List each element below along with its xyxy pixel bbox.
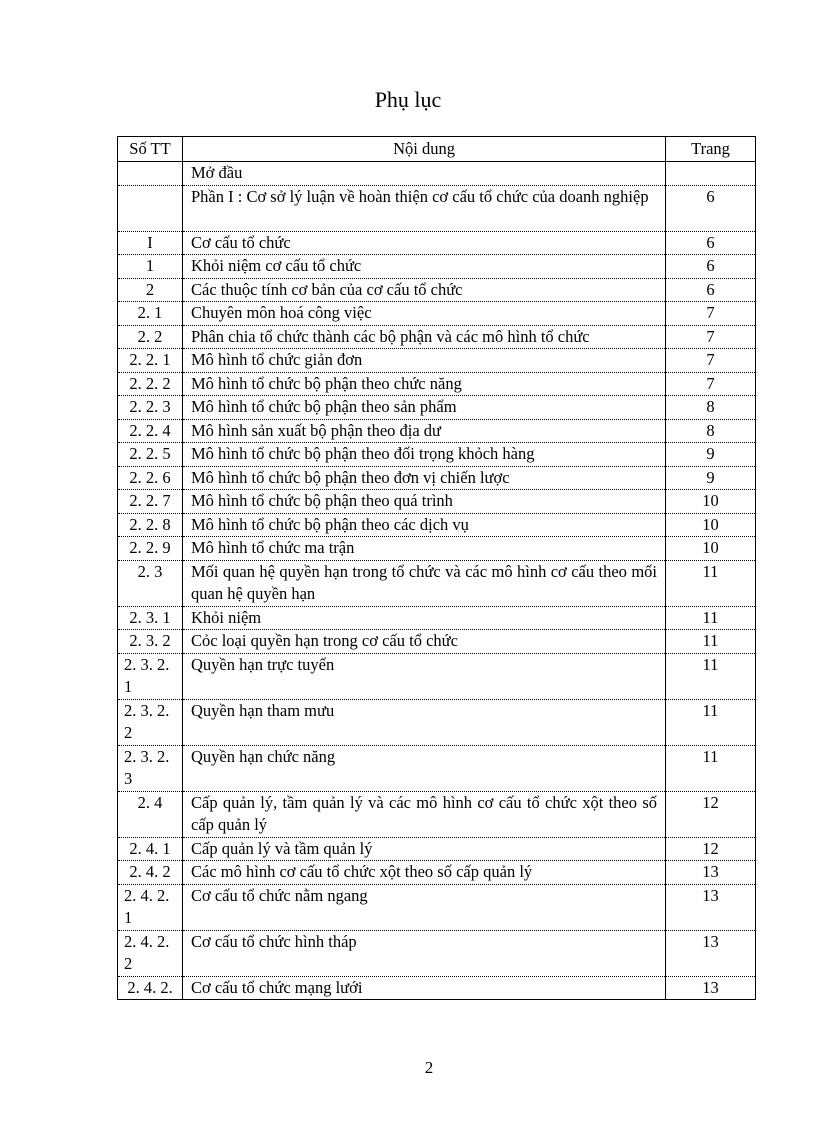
table-row — [118, 231, 756, 255]
row-number — [118, 185, 183, 231]
row-content: Cấp quản lý và tầm quản lý — [183, 837, 666, 861]
row-content: Phần I : Cơ sở lý luận về hoàn thiện cơ cấu tổ chức của doanh nghiệp — [183, 185, 666, 231]
row-content: Các thuộc tính cơ bản của cơ cấu tổ chức — [183, 278, 666, 302]
row-page: 11 — [666, 606, 756, 630]
table-row — [118, 930, 756, 976]
table-row — [118, 325, 756, 349]
row-page: 7 — [666, 302, 756, 326]
row-content: Khỏi niệm — [183, 606, 666, 630]
row-number: 2. 2. 5 — [118, 443, 183, 467]
row-page: 6 — [666, 278, 756, 302]
row-content: Mô hình tổ chức bộ phận theo đối trọng khỏch hàng — [183, 443, 666, 467]
row-content: Mô hình tổ chức bộ phận theo đơn vị chiến lược — [183, 466, 666, 490]
table-row — [118, 861, 756, 885]
row-page: 9 — [666, 443, 756, 467]
table-row — [118, 699, 756, 745]
table-row — [118, 884, 756, 930]
row-content: Quyền hạn chức năng — [183, 745, 666, 791]
table-of-contents — [117, 136, 756, 1000]
page-number: 2 — [424, 1058, 434, 1077]
row-number: 2. 4. 2 — [118, 861, 183, 885]
table-row — [118, 419, 756, 443]
header-page: Trang — [666, 137, 756, 162]
table-row — [118, 372, 756, 396]
row-number: 2. 4. 2. — [118, 976, 183, 1000]
row-content: Cỏc loại quyền hạn trong cơ cấu tổ chức — [183, 630, 666, 654]
row-content: Cơ cấu tổ chức — [183, 231, 666, 255]
table-row — [118, 653, 756, 699]
row-number: 2. 2. 2 — [118, 372, 183, 396]
row-number: 2. 3. 1 — [118, 606, 183, 630]
row-page: 7 — [666, 349, 756, 373]
row-content: Phân chia tổ chức thành các bộ phận và các mô hình tổ chức — [183, 325, 666, 349]
row-number: 2. 2. 1 — [118, 349, 183, 373]
row-page: 7 — [666, 325, 756, 349]
row-page: 13 — [666, 976, 756, 1000]
row-number: 2. 2 — [118, 325, 183, 349]
row-content: Mở đầu — [183, 162, 666, 186]
row-page: 13 — [666, 930, 756, 976]
row-content: Mô hình tổ chức bộ phận theo quá trình — [183, 490, 666, 514]
row-number: 2. 2. 6 — [118, 466, 183, 490]
row-page: 11 — [666, 745, 756, 791]
row-number: 2. 1 — [118, 302, 183, 326]
row-content: Mô hình tổ chức bộ phận theo sản phẩm — [183, 396, 666, 420]
row-content: Mô hình tổ chức giản đơn — [183, 349, 666, 373]
row-content: Chuyên môn hoá công việc — [183, 302, 666, 326]
row-page: 8 — [666, 396, 756, 420]
table-row — [118, 837, 756, 861]
row-content: Cấp quản lý, tầm quản lý và các mô hình cơ cấu tổ chức xột theo số cấp quản lý — [183, 791, 666, 837]
row-page: 6 — [666, 185, 756, 231]
table-row — [118, 490, 756, 514]
table-row — [118, 791, 756, 837]
row-page: 8 — [666, 419, 756, 443]
header-stt: Số TT — [118, 137, 183, 162]
row-number: I — [118, 231, 183, 255]
table-row — [118, 185, 756, 231]
row-page: 11 — [666, 630, 756, 654]
row-content: Quyền hạn tham mưu — [183, 699, 666, 745]
table-row — [118, 537, 756, 561]
row-page: 11 — [666, 653, 756, 699]
row-content: Cơ cấu tổ chức mạng lưới — [183, 976, 666, 1000]
table-row — [118, 302, 756, 326]
row-page: 6 — [666, 231, 756, 255]
row-number: 2. 2. 7 — [118, 490, 183, 514]
row-content: Mô hình tổ chức ma trận — [183, 537, 666, 561]
table-row — [118, 162, 756, 186]
row-number: 2 — [118, 278, 183, 302]
row-number: 2. 2. 4 — [118, 419, 183, 443]
row-content: Mối quan hệ quyền hạn trong tổ chức và các mô hình cơ cấu theo mối quan hệ quyền hạn — [183, 560, 666, 606]
row-page: 9 — [666, 466, 756, 490]
table-row — [118, 255, 756, 279]
row-content: Quyền hạn trực tuyến — [183, 653, 666, 699]
table-row — [118, 513, 756, 537]
row-page: 12 — [666, 837, 756, 861]
row-number: 2. 3. 2 — [118, 630, 183, 654]
row-number: 2. 4. 2. 1 — [118, 884, 183, 930]
row-page: 12 — [666, 791, 756, 837]
row-number: 2. 3. 2. 3 — [118, 745, 183, 791]
row-content: Cơ cấu tổ chức nằm ngang — [183, 884, 666, 930]
row-number: 2. 2. 8 — [118, 513, 183, 537]
row-number: 1 — [118, 255, 183, 279]
row-page: 10 — [666, 490, 756, 514]
row-number: 2. 3. 2. 1 — [118, 653, 183, 699]
table-row — [118, 349, 756, 373]
row-page: 10 — [666, 513, 756, 537]
row-content: Các mô hình cơ cấu tổ chức xột theo số cấp quản lý — [183, 861, 666, 885]
row-page: 10 — [666, 537, 756, 561]
row-number: 2. 4. 1 — [118, 837, 183, 861]
row-page: 11 — [666, 699, 756, 745]
row-number — [118, 162, 183, 186]
row-number: 2. 4. 2. 2 — [118, 930, 183, 976]
table-row — [118, 976, 756, 1000]
row-content: Mô hình tổ chức bộ phận theo các dịch vụ — [183, 513, 666, 537]
row-content: Cơ cấu tổ chức hình tháp — [183, 930, 666, 976]
row-page: 7 — [666, 372, 756, 396]
row-number: 2. 3. 2. 2 — [118, 699, 183, 745]
table-row — [118, 278, 756, 302]
row-page: 13 — [666, 861, 756, 885]
row-page: 13 — [666, 884, 756, 930]
row-number: 2. 3 — [118, 560, 183, 606]
page-title: Phụ lục — [374, 87, 442, 112]
table-row — [118, 606, 756, 630]
row-content: Mô hình sản xuất bộ phận theo địa dư — [183, 419, 666, 443]
row-number: 2. 2. 3 — [118, 396, 183, 420]
table-row — [118, 560, 756, 606]
table-row — [118, 630, 756, 654]
row-page — [666, 162, 756, 186]
row-number: 2. 4 — [118, 791, 183, 837]
table-row — [118, 443, 756, 467]
row-page: 6 — [666, 255, 756, 279]
row-content: Khỏi niệm cơ cấu tổ chức — [183, 255, 666, 279]
table-row — [118, 466, 756, 490]
row-page: 11 — [666, 560, 756, 606]
table-row — [118, 745, 756, 791]
table-row — [118, 396, 756, 420]
header-content: Nội dung — [183, 137, 666, 162]
table-header-row — [118, 137, 756, 162]
row-number: 2. 2. 9 — [118, 537, 183, 561]
row-content: Mô hình tổ chức bộ phận theo chức năng — [183, 372, 666, 396]
